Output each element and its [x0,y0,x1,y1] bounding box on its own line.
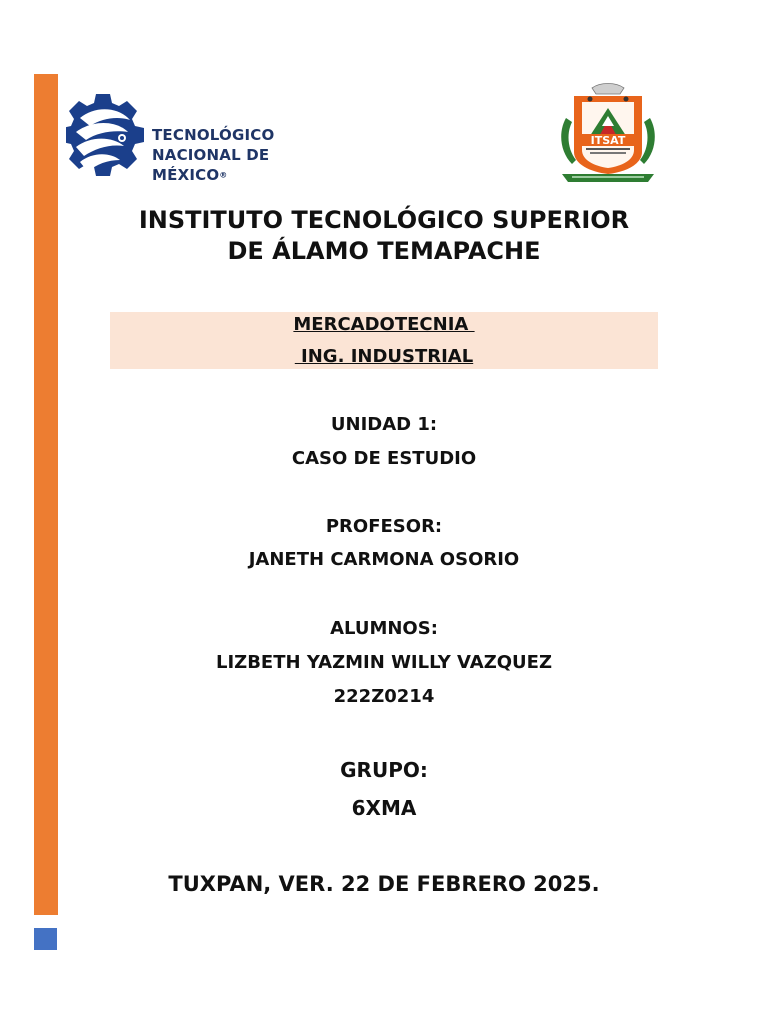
orange-side-bar [34,74,58,915]
course-name: MERCADOTECNIA [293,314,475,335]
tecnm-eagle-gear-icon [66,92,148,196]
tecnm-wordmark [152,125,328,186]
institution-title-line1: INSTITUTO TECNOLÓGICO SUPERIOR [138,206,630,234]
professor-name: JANETH CARMONA OSORIO [248,549,520,570]
student-id: 222Z0214 [333,686,435,707]
unit-label: UNIDAD 1: [330,414,438,435]
subject-box [110,312,658,369]
institution-title [0,205,768,267]
student-name: LIZBETH YAZMIN WILLY VAZQUEZ [215,652,553,673]
itsat-shield-icon [556,82,660,190]
itsat-logo [556,82,660,190]
group-value: 6XMA [351,796,417,820]
students-label: ALUMNOS: [330,618,438,639]
place-date: TUXPAN, VER. 22 DE FEBRERO 2025. [168,872,600,896]
tecnm-wordmark-line1: TECNOLÓGICO [152,126,275,144]
itsat-logo-text: ITSAT [590,134,626,147]
institution-title-line2: DE ÁLAMO TEMAPACHE [227,237,541,265]
unit-title: CASO DE ESTUDIO [291,448,477,469]
tecnm-wordmark-line2: NACIONAL DE MÉXICO [152,146,270,184]
career-name: ING. INDUSTRIAL [294,346,474,367]
blue-side-square [34,928,57,950]
tecnm-logo [66,92,328,196]
registered-mark: ® [219,170,228,180]
professor-label: PROFESOR: [325,516,443,537]
group-label: GRUPO: [340,758,428,782]
